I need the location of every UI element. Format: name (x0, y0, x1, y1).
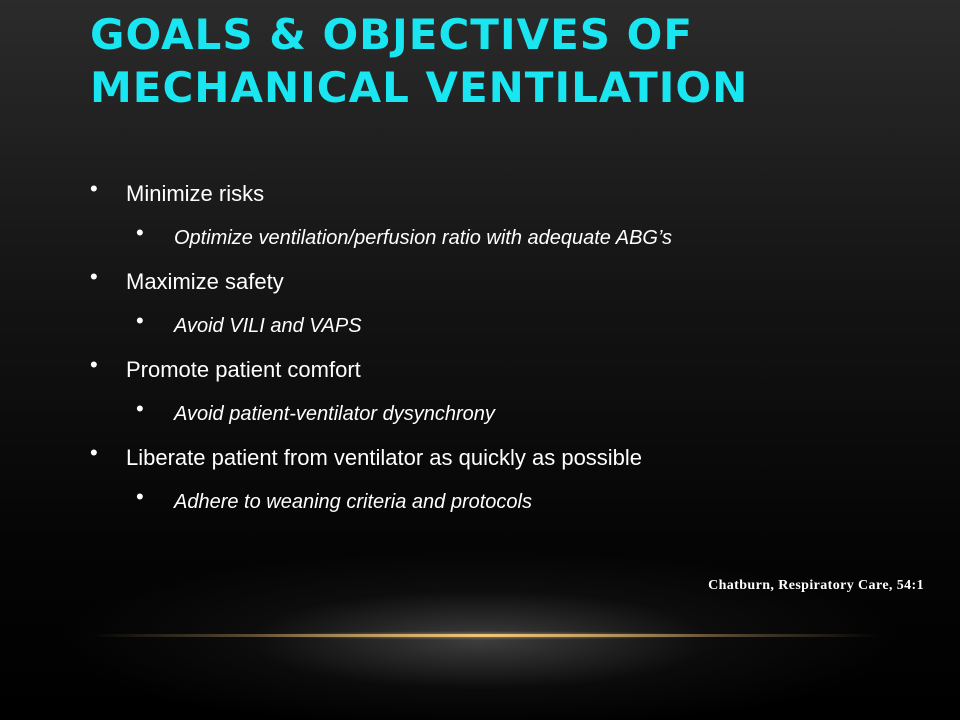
bullet-text: Maximize safety (126, 269, 284, 294)
bullet-dot-icon: • (90, 176, 98, 201)
bullet-dot-icon: • (136, 308, 144, 333)
bullet-list (90, 176, 910, 528)
bullet-dot-icon: • (90, 264, 98, 289)
sub-bullet-text: Optimize ventilation/perfusion ratio with adequate ABG’s (174, 227, 673, 249)
bullet-text: Liberate patient from ventilator as quickly as possible (126, 445, 643, 470)
sub-bullet-text: Avoid patient-ventilator dysynchrony (174, 403, 495, 425)
sub-bullet-item-optimize-vq (90, 220, 910, 264)
citation: Chatburn, Respiratory Care, 54:1 (708, 578, 924, 593)
slide-title-line-2: MECHANICAL VENTILATION (90, 63, 749, 112)
sub-bullet-item-avoid-dysynchrony (90, 396, 910, 440)
sub-bullet-item-avoid-vili (90, 308, 910, 352)
bullet-dot-icon: • (136, 220, 144, 245)
bullet-dot-icon: • (90, 352, 98, 377)
slide-title-line-1: GOALS & OBJECTIVES OF (90, 10, 694, 59)
bullet-item-promote-comfort (90, 352, 910, 396)
bullet-item-minimize-risks (90, 176, 910, 220)
accent-divider-line (90, 634, 880, 637)
bullet-dot-icon: • (90, 440, 98, 465)
bullet-text: Minimize risks (126, 181, 265, 206)
bullet-item-maximize-safety (90, 264, 910, 308)
sub-bullet-text: Avoid VILI and VAPS (174, 315, 362, 337)
bullet-dot-icon: • (136, 396, 144, 421)
sub-bullet-item-weaning-criteria (90, 484, 910, 528)
bullet-item-liberate-patient (90, 440, 910, 484)
sub-bullet-text: Adhere to weaning criteria and protocols (174, 491, 532, 513)
bullet-text: Promote patient comfort (126, 357, 361, 382)
bullet-dot-icon: • (136, 484, 144, 509)
slide-title (90, 8, 930, 114)
